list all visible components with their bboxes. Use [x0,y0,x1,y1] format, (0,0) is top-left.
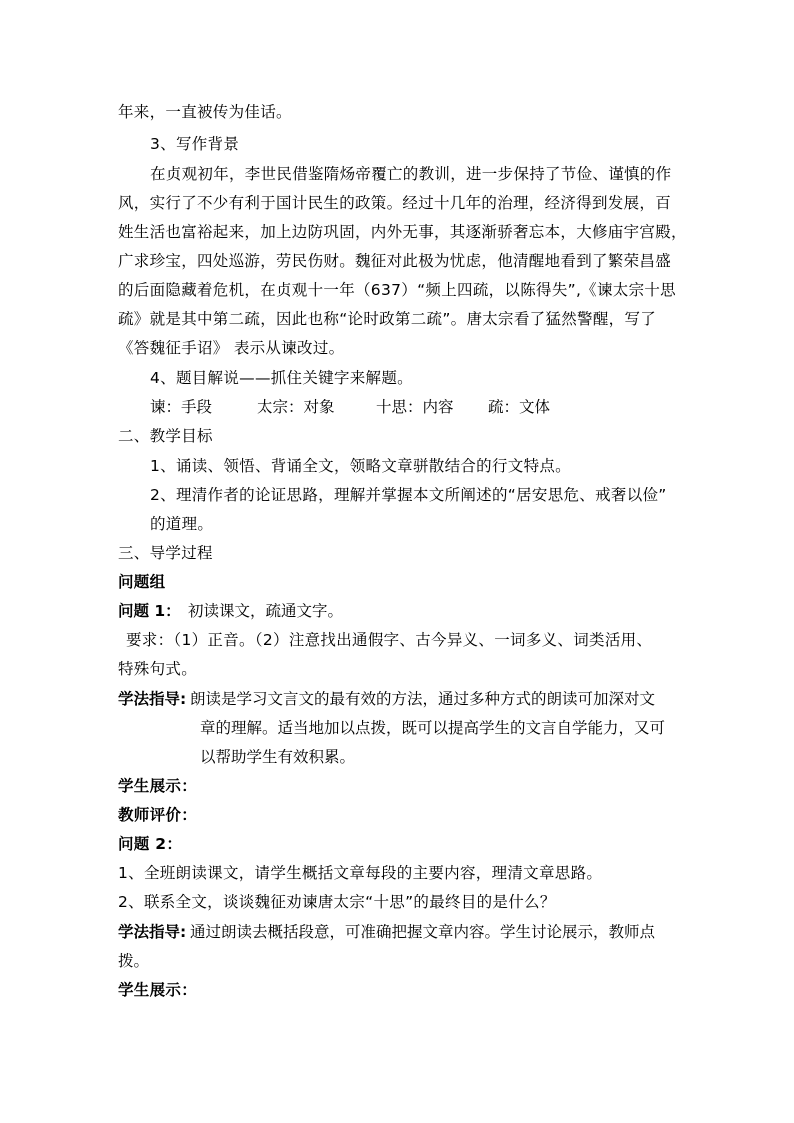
text-line: 的后面隐藏着危机，在贞观十一年（637）“频上四疏，以陈得失”,《谏太宗十思 [118,281,676,299]
section-heading: 4、题目解说——抓住关键字来解题。 [150,369,413,387]
text-line: 年来，一直被传为佳话。 [118,103,292,121]
text-line: 1、诵读、领悟、背诵全文，领略文章骈散结合的行文特点。 [150,457,571,475]
text-line: 2、理清作者的论证思路，理解并掌握本文所阐述的“居安思危、戒奢以俭” [150,486,667,504]
question-text: 初读课文，疏通文字。 [188,602,344,620]
section-heading: 三、导学过程 [118,544,213,562]
student-display-label: 学生展示： [118,981,198,999]
text-line: 在贞观初年，李世民借鉴隋炀帝覆亡的教训，进一步保持了节俭、谨慎的作 [150,165,672,183]
method-text: 通过朗读去概括段意，可准确把握文章内容。学生讨论展示，教师点 [190,923,656,941]
question-label: 问题 2： [118,835,183,853]
teacher-eval-label: 教师评价： [118,806,198,824]
text-line: 特殊句式。 [118,660,198,678]
text-line: 疏》就是其中第二疏，因此也称“论时政第二疏”。唐太宗看了猛然警醒，写了 [118,310,657,328]
text-line: 姓生活也富裕起来，加上边防巩固，内外无事，其逐渐骄奢忘本，大修庙宇宫殿， [118,223,687,241]
subheading: 问题组 [118,573,166,591]
section-heading: 二、教学目标 [118,427,213,445]
student-display-label: 学生展示： [118,777,198,795]
method-text: 朗读是学习文言文的最有效的方法，通过多种方式的朗读可加深对文 [190,690,656,708]
section-heading: 3、写作背景 [150,135,240,153]
method-text: 章的理解。适当地加以点拨，既可以提高学生的文言自学能力，又可 [200,719,666,737]
text-line: 要求：（1）正音。（2）注意找出通假字、古今异义、一词多义、词类活用、 [126,631,653,649]
question-label: 问题 1： [118,602,181,620]
text-line: 1、全班朗读课文，请学生概括文章每段的主要内容，理清文章思路。 [118,864,603,882]
method-text: 拨。 [118,952,150,970]
text-line: 2、联系全文，谈谈魏征劝谏唐太宗“十思”的最终目的是什么？ [118,893,556,911]
title-part: 十思：内容 [376,398,454,416]
text-line: 的道理。 [150,515,214,533]
title-part: 太宗：对象 [257,398,335,416]
method-label: 学法指导: [118,690,187,708]
title-part: 谏：手段 [150,398,213,416]
method-label: 学法指导: [118,923,187,941]
text-line: 风，实行了不少有利于国计民生的政策。经过十几年的治理，经济得到发展，百 [118,194,672,212]
text-line: 《答魏征手诏》 表示从谏改过。 [118,339,345,357]
method-text: 以帮助学生有效积累。 [200,748,356,766]
text-line: 广求珍宝，四处巡游，劳民伤财。魏征对此极为忧虑，他清醒地看到了繁荣昌盛 [118,252,672,270]
title-part: 疏：文体 [488,398,551,416]
